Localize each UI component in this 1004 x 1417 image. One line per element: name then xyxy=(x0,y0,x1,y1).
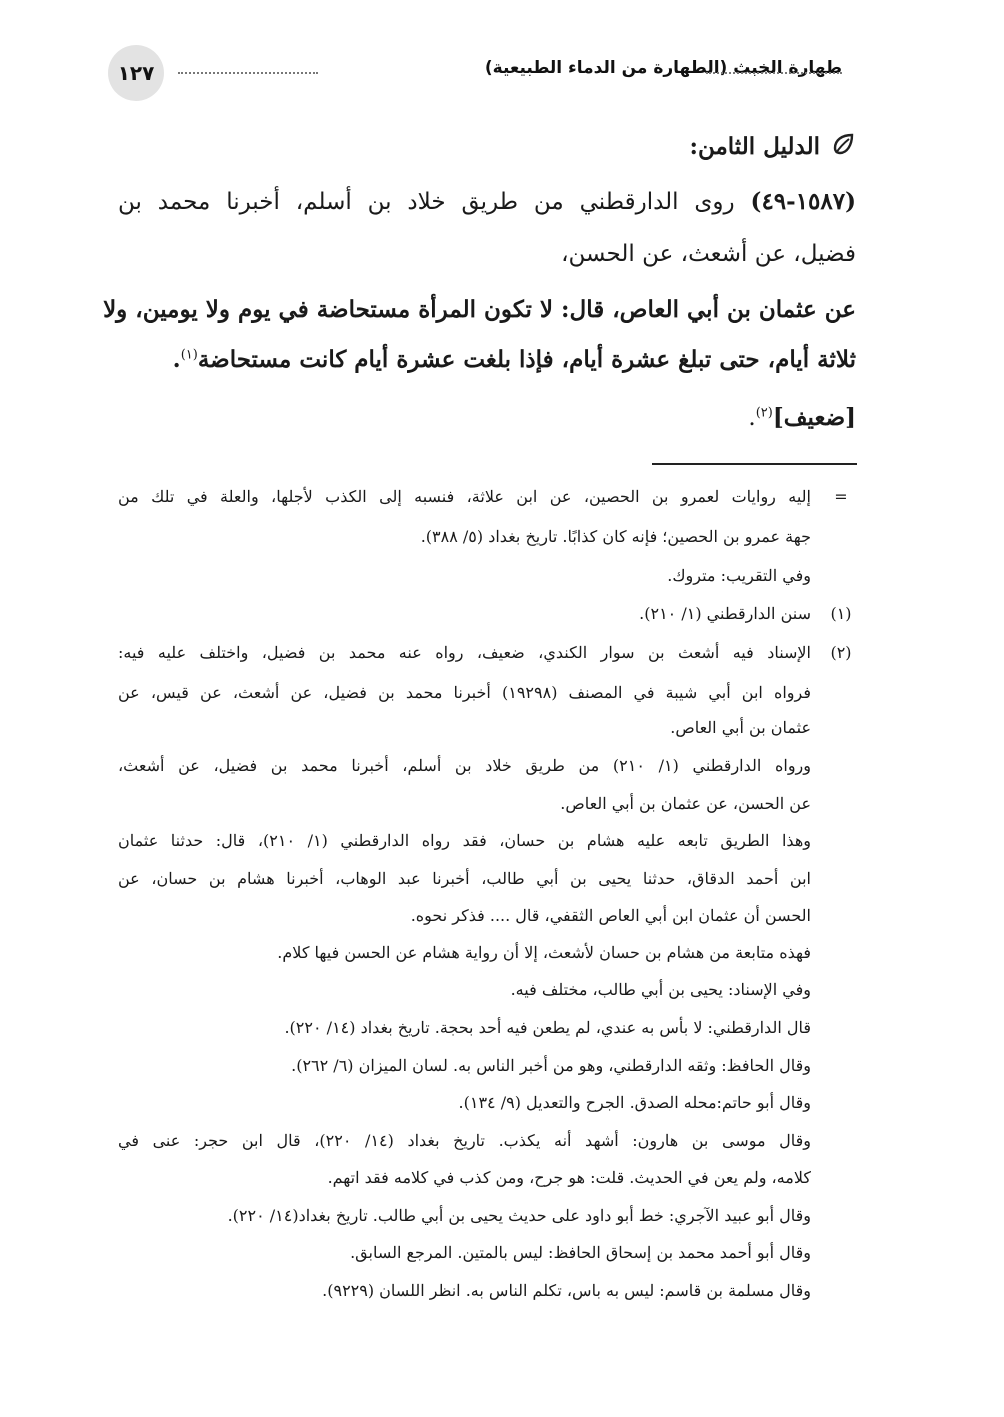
footnote-continuation-line: وفي التقريب: متروك. xyxy=(667,566,811,585)
footnote-1-text: سنن الدارقطني (١/ ٢١٠). xyxy=(639,604,811,623)
section-heading xyxy=(689,131,856,162)
footnote-2-line: عن الحسن، عن عثمان بن أبي العاص. xyxy=(560,794,811,813)
matn-line-2 xyxy=(173,348,856,371)
grade-period: . xyxy=(748,405,756,431)
footnote-continuation-line: إليه روايات لعمرو بن الحصين، عن ابن علاثة، فنسبه إلى الكذب لأجلها، والعلة في تلك من xyxy=(118,487,811,506)
matn-period: . xyxy=(172,346,181,373)
footnote-2-line: وقال أبو حاتم:محله الصدق. الجرح والتعديل (٩/ ١٣٤). xyxy=(458,1093,811,1112)
footnote-2-line: عثمان بن أبي العاص. xyxy=(670,718,811,737)
matn-line-1: عن عثمان بن أبي العاص، قال: لا تكون المرأة مستحاضة في يوم ولا يومين، ولا xyxy=(103,296,856,323)
footnote-2-line: فرواه ابن أبي شيبة في المصنف (١٩٢٩٨) أخبرنا محمد بن فضيل، عن أشعث، عن قيس، عن xyxy=(118,683,812,702)
grade-text: [ضعيف] xyxy=(772,404,856,431)
footnote-2-line: فهذه متابعة من هشام بن حسان لأشعث، إلا أن رواية هشام عن الحسن فيها كلام. xyxy=(277,943,811,962)
leaf-icon xyxy=(830,131,856,162)
footnote-2-line: وقال أبو أحمد محمد بن إسحاق الحافظ: ليس بالمتين. المرجع السابق. xyxy=(350,1243,811,1262)
footnote-2-line: وهذا الطريق تابعه عليه هشام بن حسان، فقد رواه الدارقطني (١/ ٢١٠)، قال: حدثنا عثمان xyxy=(118,831,811,850)
heading-text: الدليل الثامن: xyxy=(689,133,820,160)
footnote-2-line: وقال الحافظ: وثقه الدارقطني، وهو من أخبر الناس به. لسان الميزان (٦/ ٢٦٢). xyxy=(291,1056,811,1075)
footnote-2-line: وفي الإسناد: يحيى بن أبي طالب، مختلف فيه. xyxy=(510,980,811,999)
footnote-continuation-line: جهة عمرو بن الحصين؛ فإنه كان كذابًا. تاريخ بغداد (٥/ ٣٨٨). xyxy=(420,527,811,546)
matn-text-2: ثلاثة أيام، حتى تبلغ عشرة أيام، فإذا بلغت عشرة أيام كانت مستحاضة xyxy=(197,346,856,373)
footnote-ref-1[interactable]: (١) xyxy=(180,347,198,363)
hadith-grade xyxy=(748,406,856,430)
isnad-line-2: فضيل، عن أشعث، عن الحسن، xyxy=(561,241,856,267)
header-dotted-leader-left xyxy=(178,72,318,74)
header-dotted-leader-right xyxy=(706,72,842,74)
isnad-line-1 xyxy=(118,190,856,214)
footnote-2-line: ابن أحمد الدقاق، حدثنا يحيى بن أبي طالب، أخبرنا عبد الوهاب، أخبرنا هشام بن حسان، عن xyxy=(118,869,811,888)
footnote-2-line: الحسن أن عثمان ابن أبي العاص الثقفي، قال .... فذكر نحوه. xyxy=(410,906,811,925)
running-header-title: طهارة الخبث (الطهارة من الدماء الطبيعية) xyxy=(484,58,842,78)
footnote-2-line: كلامه، ولم يعن في الحديث. قلت: هو جرح، ومن كذب في كلامه فقد اتهم. xyxy=(327,1168,811,1187)
footnote-2-line: قال الدارقطني: لا بأس به عندي، لم يطعن فيه أحد بحجة. تاريخ بغداد (١٤/ ٢٢٠). xyxy=(284,1018,811,1037)
footnote-2-line: ورواه الدارقطني (١/ ٢١٠) من طريق خلاد بن أسلم، أخبرنا محمد بن فضيل، عن أشعث، xyxy=(118,756,812,775)
footnote-2-line: الإسناد فيه أشعث بن سوار الكندي، ضعيف، رواه عنه محمد بن فضيل، واختلف عليه فيه: xyxy=(118,643,811,662)
hadith-number: (١٥٨٧-٤٩) xyxy=(750,188,857,215)
footnote-separator xyxy=(652,463,857,465)
footnote-1-marker: (١) xyxy=(830,604,852,623)
footnote-2-line: وقال أبو عبيد الآجري: خط أبو داود على حديث يحيى بن أبي طالب. تاريخ بغداد(١٤/ ٢٢٠). xyxy=(227,1206,811,1225)
footnote-ref-2[interactable]: (٢) xyxy=(755,405,773,421)
footnote-2-line: وقال مسلمة بن قاسم: ليس به باس، تكلم الناس به. انظر اللسان (٩٢٢٩). xyxy=(322,1281,811,1300)
page-number: ١٢٧ xyxy=(108,45,164,101)
continuation-marker: = xyxy=(834,487,848,506)
footnote-2-line: وقال موسى بن هارون: أشهد أنه يكذب. تاريخ بغداد (١٤/ ٢٢٠)، قال ابن حجر: عنى في xyxy=(118,1131,811,1150)
isnad-text-1: روى الدارقطني من طريق خلاد بن أسلم، أخبرنا محمد بن xyxy=(118,189,735,215)
footnote-2-marker: (٢) xyxy=(830,643,852,662)
